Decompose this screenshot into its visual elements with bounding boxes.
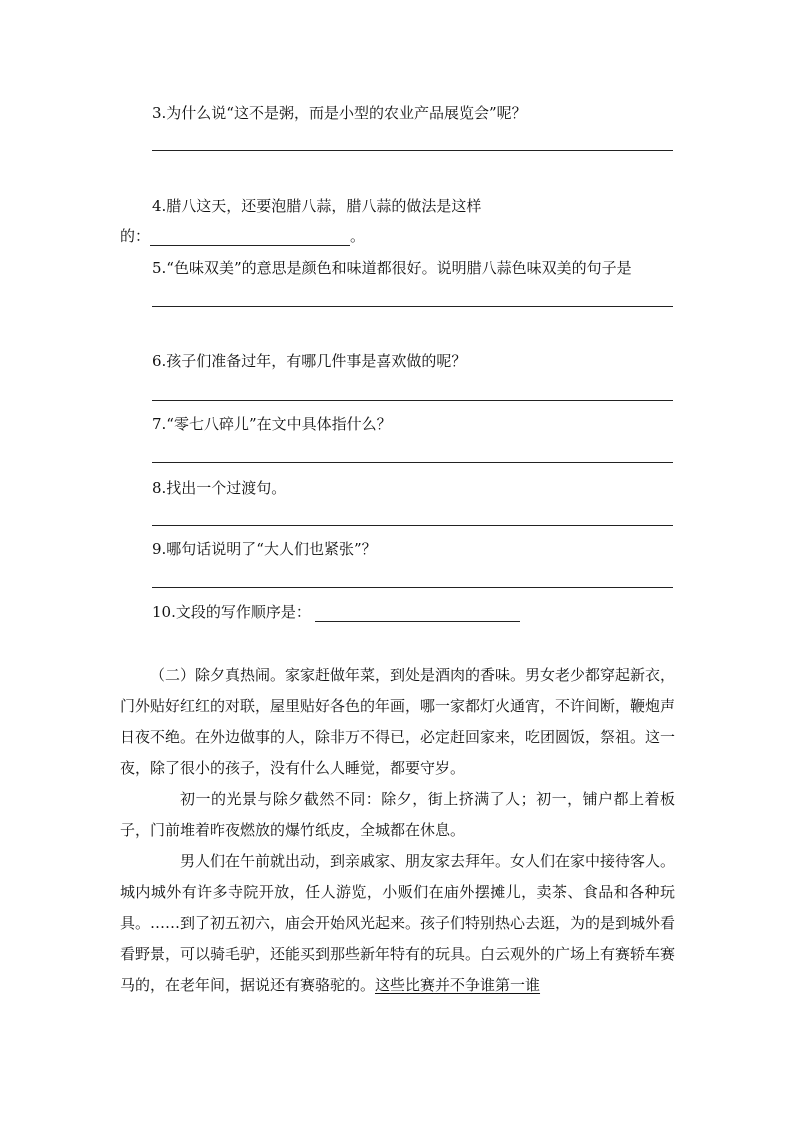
passage-paragraph-3 (120, 846, 675, 1001)
question-10 (152, 602, 520, 622)
question-3: 3.为什么说“这不是粥，而是小型的农业产品展览会”呢？ (152, 104, 527, 122)
question-4-prefix: 的： (120, 227, 151, 245)
answer-blank-10[interactable] (315, 605, 520, 622)
answer-line-7[interactable] (152, 462, 673, 463)
question-5: 5.“色味双美”的意思是颜色和味道都很好。说明腊八蒜色味双美的句子是 (152, 259, 632, 277)
question-4: 4.腊八这天，还要泡腊八蒜，腊八蒜的做法是这样 (152, 197, 482, 215)
question-4-continuation (120, 226, 365, 246)
question-7: 7.“零七八碎儿”在文中具体指什么？ (152, 415, 392, 433)
answer-line-8[interactable] (152, 525, 673, 526)
underlined-sentence: 这些比赛并不争谁第一谁 (375, 976, 541, 994)
passage-paragraph-2: 初一的光景与除夕截然不同：除夕，街上挤满了人；初一，铺户都上着板子，门前堆着昨夜燃放的爆竹纸皮，全城都在休息。 (120, 790, 675, 839)
passage-paragraph-1: （二）除夕真热闹。家家赶做年菜，到处是酒肉的香味。男女老少都穿起新衣，门外贴好红红的对联，屋里贴好各色的年画，哪一家都灯火通宵，不许间断，鞭炮声日夜不绝。在外边做事的人，除非万不得已，必定赶回家来，吃团圆饭，祭祖。这一夜，除了很小的孩子，没有什么人睡觉，都要守岁。 (120, 666, 676, 777)
reading-passage (120, 660, 675, 1001)
answer-blank-4[interactable] (150, 229, 350, 246)
question-6: 6.孩子们准备过年，有哪几件事是喜欢做的呢？ (152, 352, 467, 370)
answer-line-9[interactable] (152, 587, 673, 588)
answer-line-3[interactable] (152, 150, 673, 151)
passage-paragraph-3-text: 男人们在午前就出动，到亲戚家、朋友家去拜年。女人们在家中接待客人。城内城外有许多寺院开放，任人游览，小贩们在庙外摆摊儿，卖茶、食品和各种玩具。……到了初五初六，庙会开始风光起来。孩子们特别热心去逛，为的是到城外看看野景，可以骑毛驴，还能买到那些新年特有的玩具。白云观外的广场上有赛轿车赛马的，在老年间，据说还有赛骆驼的。 (120, 852, 676, 994)
question-9: 9.哪句话说明了“大人们也紧张”？ (152, 540, 377, 558)
question-8: 8.找出一个过渡句。 (152, 479, 287, 497)
answer-line-5[interactable] (152, 306, 673, 307)
question-10-label: 10.文段的写作顺序是： (152, 603, 311, 621)
question-4-suffix: 。 (350, 227, 366, 245)
answer-line-6[interactable] (152, 400, 673, 401)
